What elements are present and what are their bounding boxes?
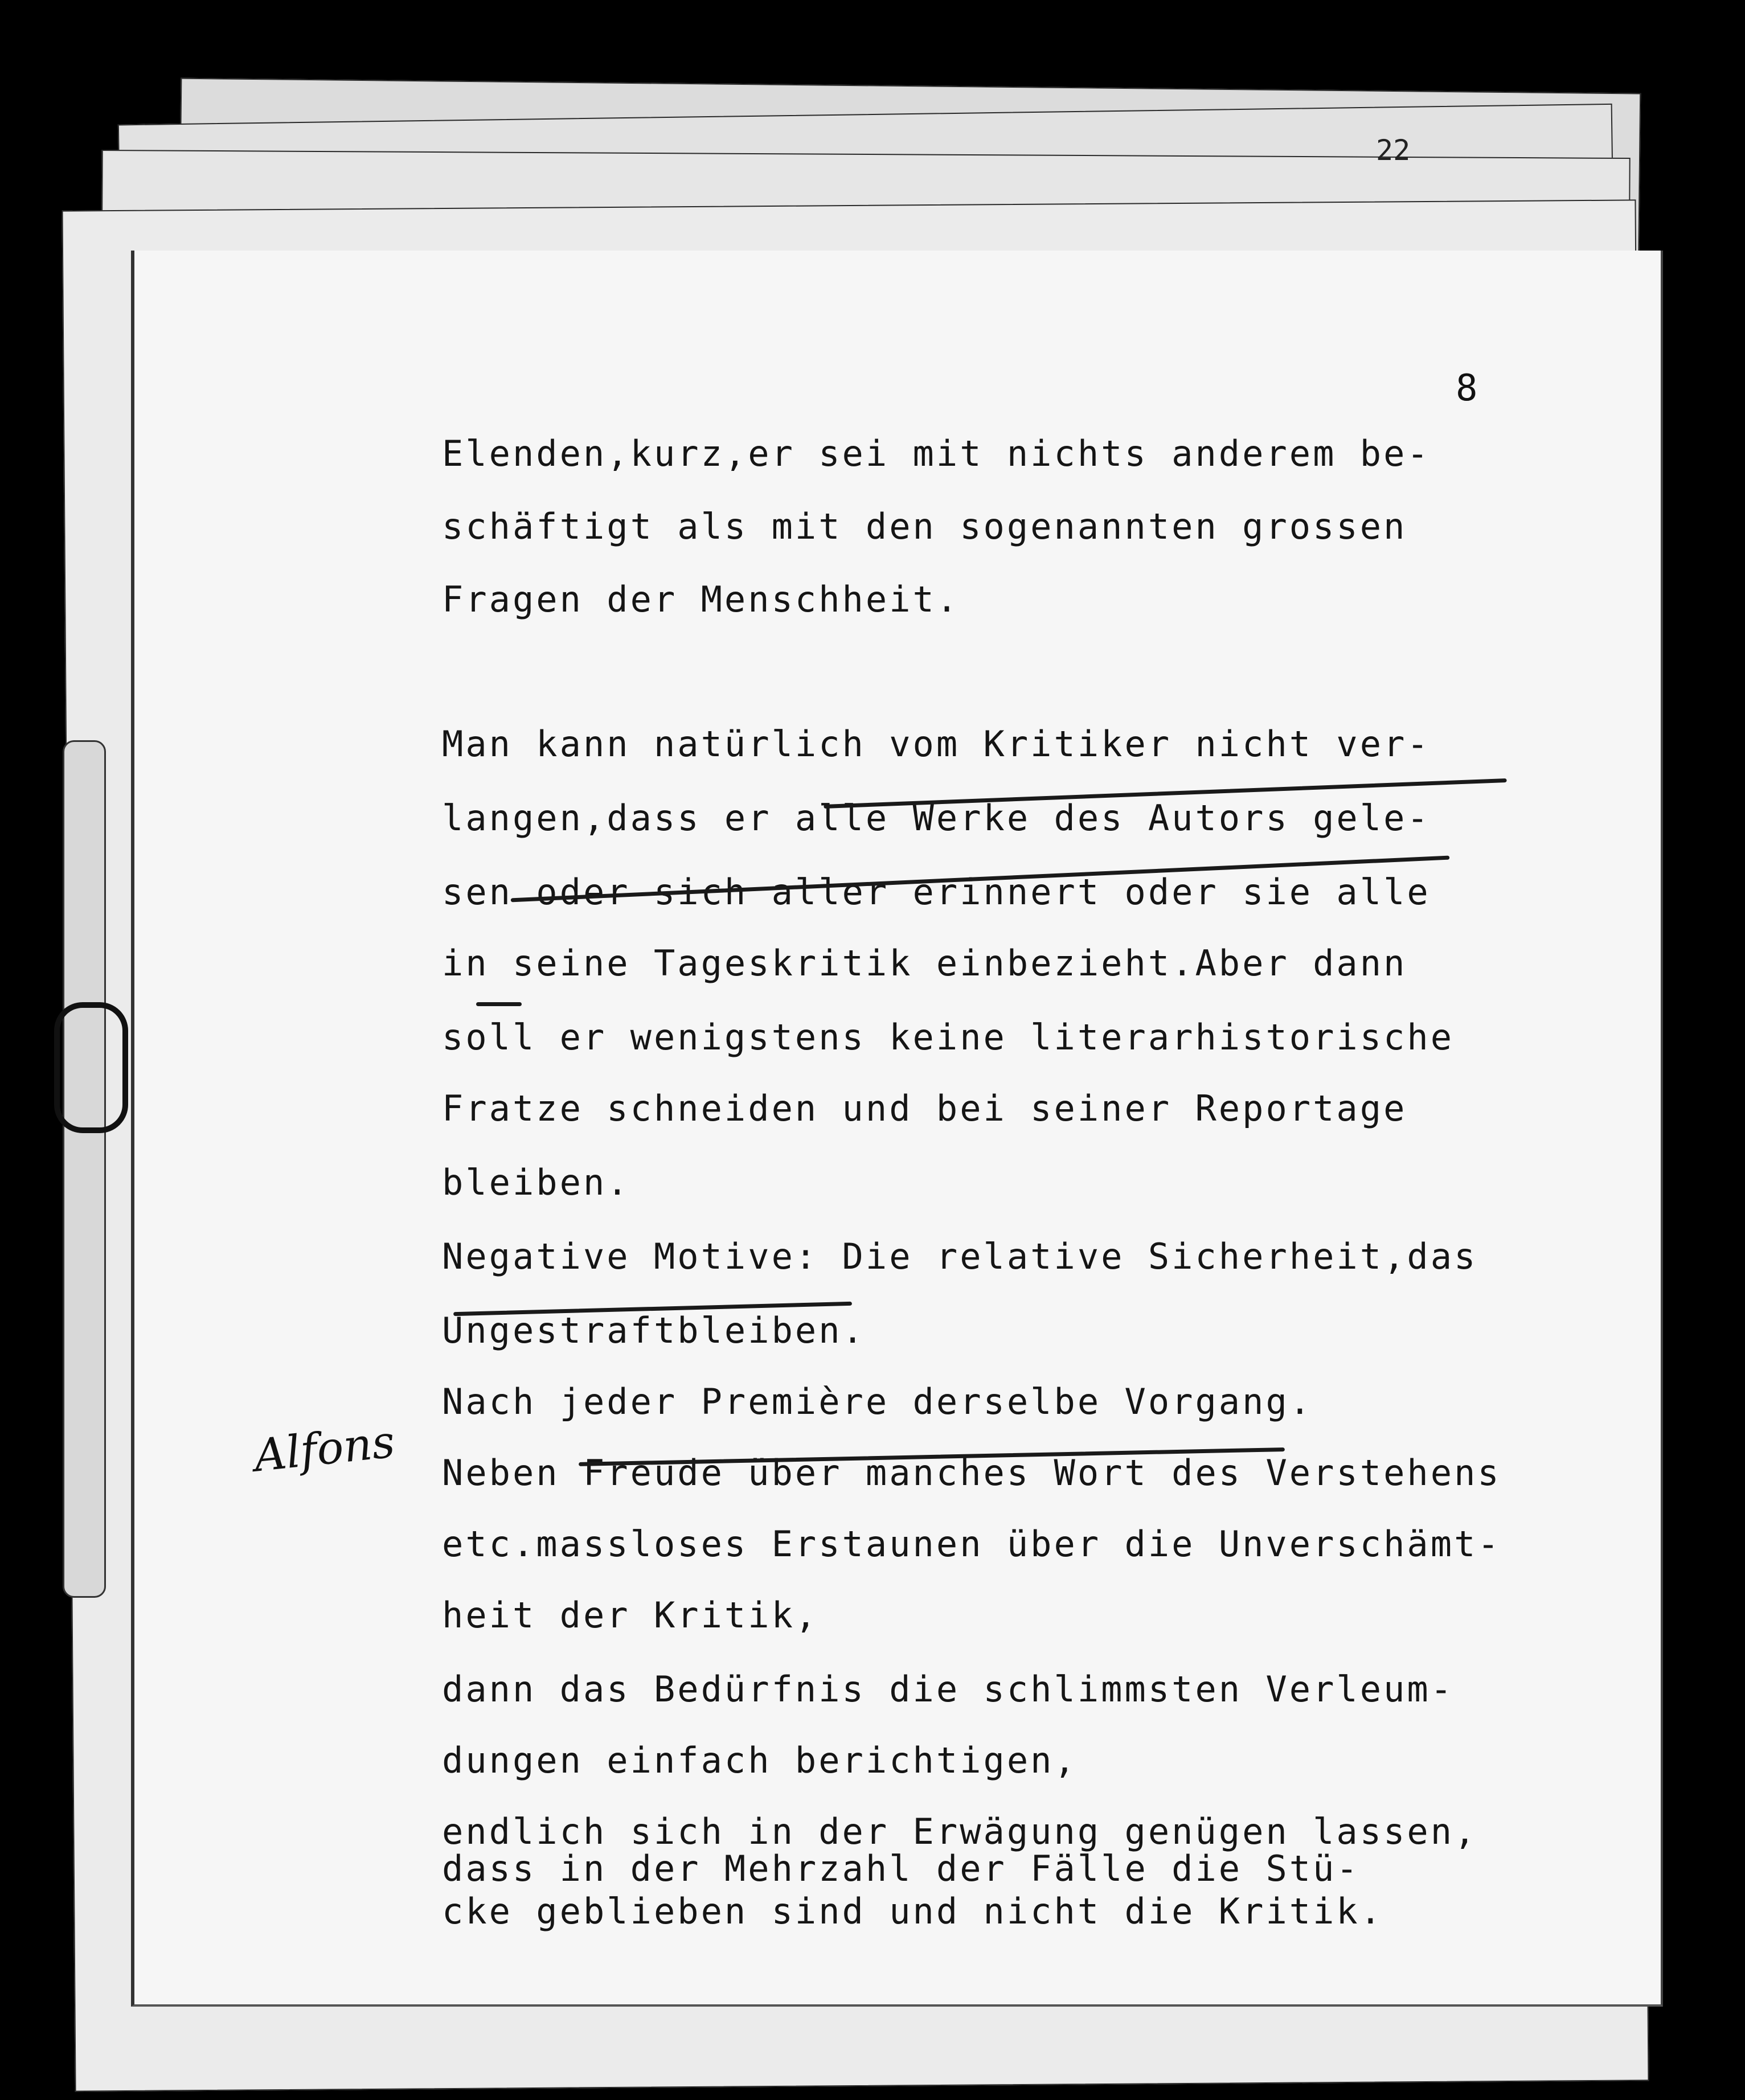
bleed-through-texture: [453, 467, 1535, 1947]
text-line: langen,dass er alle Werke des Autors gele-: [442, 797, 1431, 839]
text-line: Negative Motive: Die relative Sicherheit,das: [442, 1236, 1478, 1277]
binder-string: [54, 1002, 128, 1133]
text-line: Elenden,kurz,er sei mit nichts anderem be-: [442, 433, 1431, 474]
text-line: Neben Freude über manches Wort des Verstehens: [442, 1452, 1501, 1494]
text-line: heit der Kritik,: [442, 1594, 819, 1636]
handwritten-underline: [476, 1002, 522, 1006]
text-line: soll er wenigstens keine literarhistorische: [442, 1016, 1455, 1058]
text-line: Fratze schneiden und bei seiner Reportage: [442, 1088, 1407, 1129]
text-line: Nach jeder Première derselbe Vorgang.: [442, 1381, 1313, 1422]
binder-strip: [63, 740, 106, 1598]
text-line: etc.massloses Erstaunen über die Unverschämt-: [442, 1523, 1501, 1565]
text-line: Man kann natürlich vom Kritiker nicht ver-: [442, 723, 1431, 765]
text-line: Ungestraftbleiben.: [442, 1310, 866, 1351]
text-line: dungen einfach berichtigen,: [442, 1740, 1078, 1781]
text-line: bleiben.: [442, 1162, 630, 1203]
text-line: schäftigt als mit den sogenannten grossen: [442, 506, 1407, 547]
text-line: Fragen der Menschheit.: [442, 579, 960, 620]
text-line: cke geblieben sind und nicht die Kritik.: [442, 1890, 1384, 1932]
text-line: dass in der Mehrzahl der Fälle die Stü-: [442, 1848, 1360, 1889]
typed-page: [131, 134, 1663, 2007]
text-line: in seine Tageskritik einbezieht.Aber dann: [442, 942, 1407, 984]
text-line: endlich sich in der Erwägung genügen lassen,: [442, 1811, 1478, 1852]
handwritten-margin-note: Alfons: [251, 1416, 398, 1482]
text-line: dann das Bedürfnis die schlimmsten Verleum-: [442, 1668, 1455, 1710]
stack-page-mark: 22: [1376, 134, 1411, 167]
page-number: 8: [1456, 367, 1478, 409]
text-line: sen oder sich aller erinnert oder sie alle: [442, 871, 1431, 913]
